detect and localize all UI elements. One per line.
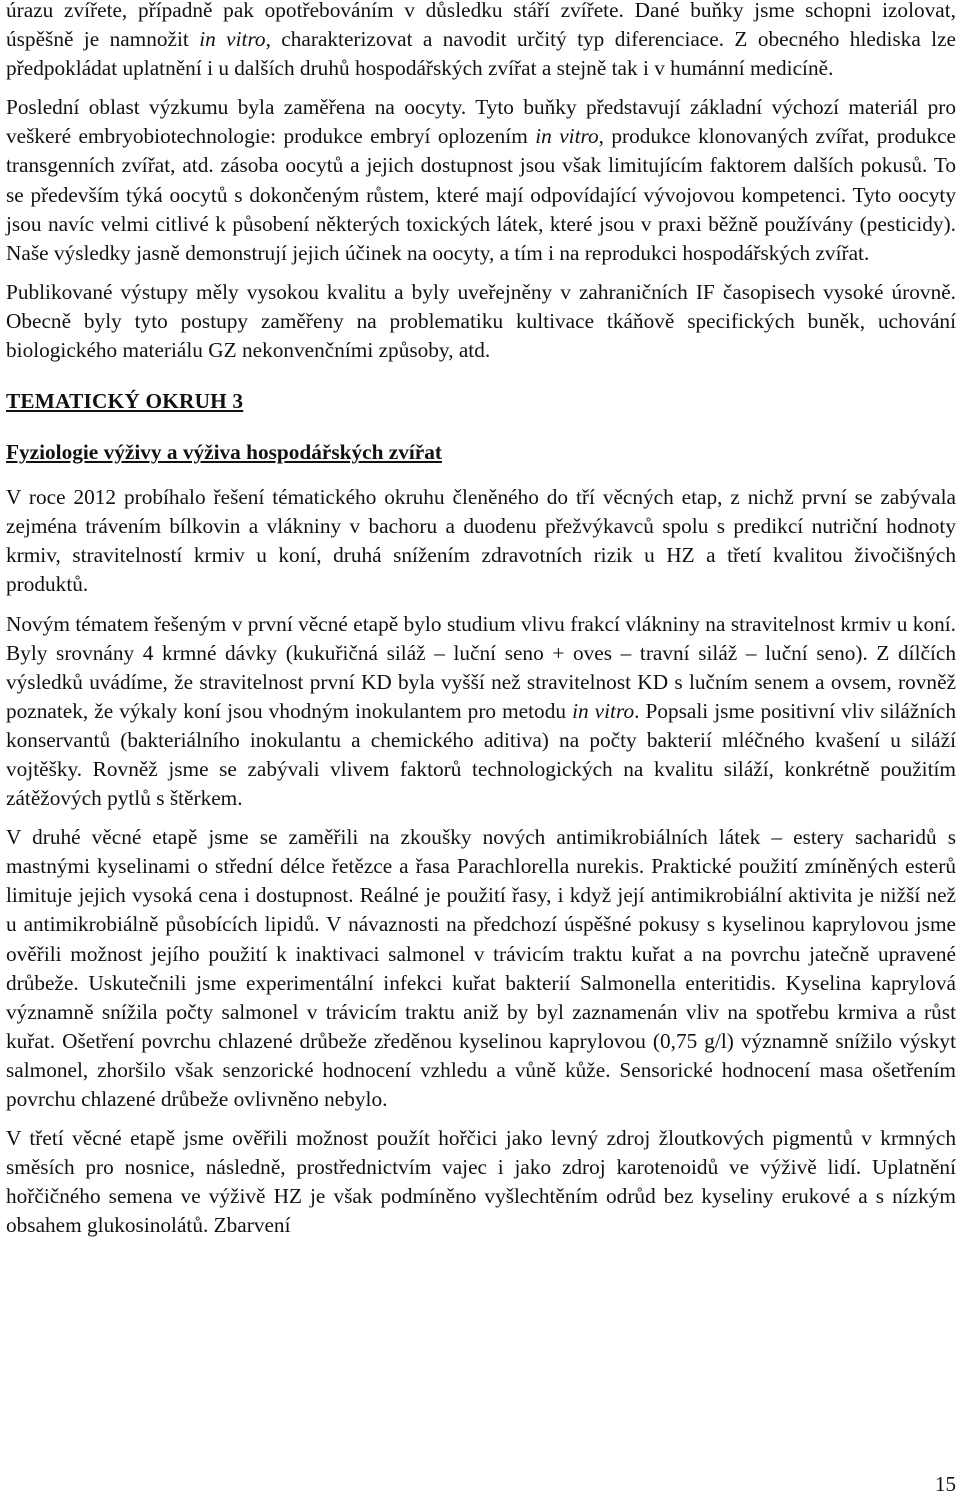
body-text-after bbox=[6, 483, 956, 1240]
paragraph-second-stage bbox=[6, 823, 956, 1114]
text-run: V třetí věcné etapě jsme ověřili možnost použít hořčici jako levný zdroj žloutkových pigmentů v krmných směsích pro nosnice, následně, prostřednictvím vajec i jako zdroj karotenoidů ve výživě lidí. Uplatnění hořčičného semena ve výživě HZ je však podmíněno vyšlechtěním odrůd bez kyseliny erukové a s nízkým obsahem glukosinolátů. Zbarvení bbox=[6, 1126, 956, 1238]
paragraph-oocytes bbox=[6, 93, 956, 268]
text-run: Publikované výstupy měly vysokou kvalitu a byly uveřejněny v zahraničních IF časopisech vysoké úrovně. Obecně byly tyto postupy zaměřeny na problematiku kultivace tkáňově specifických buněk, uchování biologického materiálu GZ nekonvenčními způsoby, atd. bbox=[6, 279, 956, 363]
body-text-before bbox=[6, 0, 956, 365]
text-run-italic: in vitro bbox=[199, 27, 266, 52]
text-run-italic: in vitro bbox=[535, 124, 599, 149]
text-run: Novým tématem řešeným v první věcné etapě bylo studium vlivu frakcí vlákniny na stravitelnost krmiv u koní. Byly srovnány 4 krmné dávky (kukuřičná siláž – luční seno + oves – travní siláž – luční seno). Z dílčích výsledků uvádíme, že stravitelnost první KD byla vyšší než stravitelnost KD s lučním senem a ovsem, rovněž poznatek, že výkaly koní jsou vhodným inokulantem pro metodu bbox=[6, 611, 956, 723]
paragraph-publications bbox=[6, 278, 956, 365]
text-run: . Popsali jsme positivní vliv silážních konservantů (bakteriálního inokulantu a chemického aditiva) na počty bakterií mléčného kvašení u siláží vojtěšky. Rovněž jsme se zabývali vlivem faktorů technologických na kvalitu siláží, konkrétně použitím zátěžových pytlů s štěrkem. bbox=[6, 698, 956, 811]
text-run: , charakterizovat a navodit určitý typ diferenciace. Z obecného hlediska lze předpokládat uplatnění i u dalších druhů hospodářských zvířat a stejně tak i v humánní medicíně. bbox=[6, 27, 956, 81]
page-number: 15 bbox=[935, 1472, 956, 1496]
paragraph-first-stage bbox=[6, 610, 956, 814]
subsection-heading: Fyziologie výživy a výživa hospodářských zvířat bbox=[6, 440, 442, 465]
text-run: úrazu zvířete, případně pak opotřebováním v důsledku stáří zvířete. Dané buňky jsme schopni izolovat, úspěšně je namnožit bbox=[6, 0, 956, 52]
text-run: , produkce klonovaných zvířat, produkce transgenních zvířat, atd. zásoba oocytů a jejich dostupnost jsou však limitujícím faktorem dalších pokusů. To se především týká oocytů s dokončeným růstem, které mají odpovídající vývojovou kompetenci. Tyto oocyty jsou navíc velmi citlivé k působení některých toxických látek, které jsou v praxi běžně používány (pesticidy). Naše výsledky jasně demonstrují jejich účinek na oocyty, a tím i na reprodukci hospodářských zvířat. bbox=[6, 124, 956, 265]
document-page bbox=[6, 0, 956, 1250]
text-run: Poslední oblast výzkumu byla zaměřena na oocyty. Tyto buňky představují základní výchozí materiál pro veškeré embryobiotechnologie: produkce embryí oplozením bbox=[6, 95, 956, 149]
paragraph-cell-differentiation bbox=[6, 0, 956, 83]
paragraph-third-stage bbox=[6, 1124, 956, 1240]
paragraph-overview-2012 bbox=[6, 483, 956, 599]
text-run-italic: in vitro bbox=[572, 698, 635, 723]
section-heading: TEMATICKÝ OKRUH 3 bbox=[6, 389, 244, 414]
text-run: V roce 2012 probíhalo řešení tématického okruhu členěného do tří věcných etap, z nichž první se zabývala zejména trávením bílkovin a vlákniny v bachoru a duodenu přežvýkavců spolu s predikcí nutriční hodnoty krmiv, stravitelností krmiv u koní, druhá snížením zdravotních rizik u HZ a třetí kvalitou živočišných produktů. bbox=[6, 485, 956, 597]
text-run: V druhé věcné etapě jsme se zaměřili na zkoušky nových antimikrobiálních látek – estery sacharidů s mastnými kyselinami o střední délce řetězce a řasa Parachlorella nurekis. Praktické použití zmíněných esterů limituje jejich vysoká cena i dostupnost. Reálné je použití řasy, i když její antimikrobiální aktivita je nižší než u antimikrobiálně působících lipidů. V návaznosti na předchozí úspěšné pokusy s kyselinou kaprylovou jsme ověřili možnost jejího použití k inaktivaci salmonel v trávicím traktu kuřat a na povrchu jatečně upravené drůbeže. Uskutečnili jsme experimentální infekci kuřat bakterií Salmonella enteritidis. Kyselina kaprylová významně snížila počty salmonel v trávicím traktu aniž by byl zaznamenán vliv na spotřebu krmiva a růst kuřat. Ošetření povrchu chlazené drůbeže zředěnou kyselinou kaprylovou (0,75 g/l) významně snížilo výskyt salmonel, zhoršilo však senzorické hodnocení vzhledu a vůně kůže. Sensorické hodnocení masa ošetřením povrchu chlazené drůbeže ovlivněno nebylo. bbox=[6, 825, 956, 1111]
